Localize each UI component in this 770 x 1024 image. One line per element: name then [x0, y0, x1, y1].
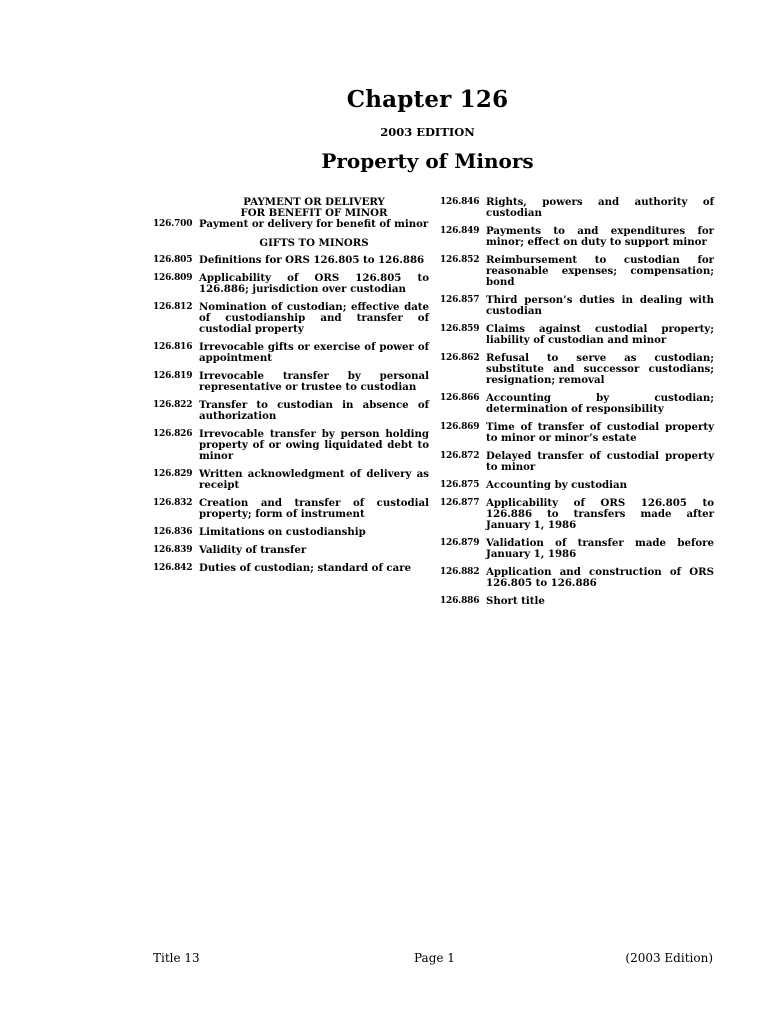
section-title: Payments to and expenditures for minor; effect on duty to support minor	[486, 225, 714, 248]
toc-entry	[153, 302, 429, 335]
section-title: Irrevocable gifts or exercise of power of appointment	[199, 341, 429, 364]
section-number: 126.882	[440, 567, 480, 577]
section-number: 126.812	[153, 302, 193, 312]
edition-label: 2003 EDITION	[380, 125, 475, 139]
toc-entry	[153, 371, 429, 393]
section-title: Short title	[486, 595, 545, 607]
section-number: 126.869	[440, 422, 480, 432]
section-title: Rights, powers and authority of custodian	[486, 196, 714, 219]
toc-entry	[440, 451, 714, 473]
section-number: 126.852	[440, 255, 480, 265]
toc-entry	[440, 538, 714, 560]
section-title: Accounting by custodian; determination of responsibility	[486, 392, 714, 415]
section-title: Payment or delivery for benefit of minor	[199, 218, 429, 230]
section-title: Duties of custodian; standard of care	[199, 562, 412, 574]
section-title: Application and construction of ORS 126.805 to 126.886	[486, 566, 714, 589]
section-title: Validity of transfer	[199, 544, 307, 556]
toc-entry	[153, 219, 429, 230]
section-number: 126.862	[440, 353, 480, 363]
section-number: 126.879	[440, 538, 480, 548]
section-title: Applicability of ORS 126.805 to 126.886; jurisdiction over custodian	[199, 272, 429, 295]
section-number: 126.866	[440, 393, 480, 403]
section-title: Definitions for ORS 126.805 to 126.886	[199, 254, 425, 266]
section-title: Written acknowledgment of delivery as receipt	[199, 468, 429, 491]
toc-entry	[153, 255, 429, 266]
section-title: Limitations on custodianship	[199, 526, 366, 538]
section-number: 126.819	[153, 371, 193, 381]
toc-entry	[153, 429, 429, 462]
toc-entry	[440, 596, 714, 607]
toc-entry	[440, 353, 714, 386]
section-number: 126.875	[440, 480, 480, 490]
section-heading-payment	[199, 197, 429, 219]
toc-entry	[440, 197, 714, 219]
section-number: 126.877	[440, 498, 480, 508]
toc-entry	[440, 393, 714, 415]
section-heading-gifts: GIFTS TO MINORS	[259, 237, 369, 249]
toc-entry	[153, 469, 429, 491]
section-number: 126.822	[153, 400, 193, 410]
section-title: Validation of transfer made before January 1, 1986	[486, 537, 714, 560]
toc-entry	[153, 342, 429, 364]
section-heading-line: FOR BENEFIT OF MINOR	[240, 207, 388, 219]
section-number: 126.816	[153, 342, 193, 352]
section-title: Third person’s duties in dealing with custodian	[486, 294, 714, 317]
section-title: Accounting by custodian	[486, 479, 628, 491]
footer-page-number: Page 1	[414, 951, 455, 965]
toc-entry	[153, 273, 429, 295]
section-number: 126.886	[440, 596, 480, 606]
section-number: 126.836	[153, 527, 193, 537]
section-number: 126.859	[440, 324, 480, 334]
left-column	[153, 197, 429, 581]
toc-entry	[440, 422, 714, 444]
chapter-title: Chapter 126	[346, 86, 509, 113]
right-column	[440, 197, 714, 614]
toc-entry	[153, 563, 429, 574]
toc-entry	[153, 545, 429, 556]
section-title: Applicability of ORS 126.805 to 126.886 to transfers made after January 1, 1986	[486, 497, 714, 531]
section-title: Refusal to serve as custodian; substitute and successor custodians; resignation; removal	[486, 352, 714, 386]
section-title: Transfer to custodian in absence of authorization	[199, 399, 429, 422]
section-heading-line: PAYMENT OR DELIVERY	[243, 196, 385, 208]
section-title: Reimbursement to custodian for reasonable expenses; compensation; bond	[486, 254, 714, 288]
section-number: 126.700	[153, 219, 193, 229]
footer-edition: (2003 Edition)	[625, 951, 713, 965]
toc-entry	[440, 255, 714, 288]
section-number: 126.849	[440, 226, 480, 236]
section-number: 126.826	[153, 429, 193, 439]
toc-entry	[153, 400, 429, 422]
toc-entry	[440, 226, 714, 248]
section-number: 126.842	[153, 563, 193, 573]
section-number: 126.809	[153, 273, 193, 283]
toc-entry	[153, 498, 429, 520]
footer-title: Title 13	[153, 951, 200, 965]
toc-entry	[440, 295, 714, 317]
section-title: Irrevocable transfer by person holding property of or owing liquidated debt to minor	[199, 428, 429, 462]
section-title: Delayed transfer of custodial property to minor	[486, 450, 714, 473]
section-title: Nomination of custodian; effective date of custodianship and transfer of custodial property	[199, 301, 429, 335]
toc-entry	[440, 567, 714, 589]
toc-entry	[153, 527, 429, 538]
section-number: 126.872	[440, 451, 480, 461]
section-title: Irrevocable transfer by personal representative or trustee to custodian	[199, 370, 429, 393]
toc-entry	[440, 324, 714, 346]
section-number: 126.846	[440, 197, 480, 207]
section-number: 126.839	[153, 545, 193, 555]
toc-entry	[440, 480, 714, 491]
section-title: Claims against custodial property; liability of custodian and minor	[486, 323, 714, 346]
section-number: 126.805	[153, 255, 193, 265]
toc-entry	[440, 498, 714, 531]
section-title: Creation and transfer of custodial property; form of instrument	[199, 497, 429, 520]
section-number: 126.829	[153, 469, 193, 479]
section-title: Time of transfer of custodial property to minor or minor’s estate	[486, 421, 714, 444]
subject-title: Property of Minors	[321, 149, 534, 173]
section-number: 126.857	[440, 295, 480, 305]
section-number: 126.832	[153, 498, 193, 508]
